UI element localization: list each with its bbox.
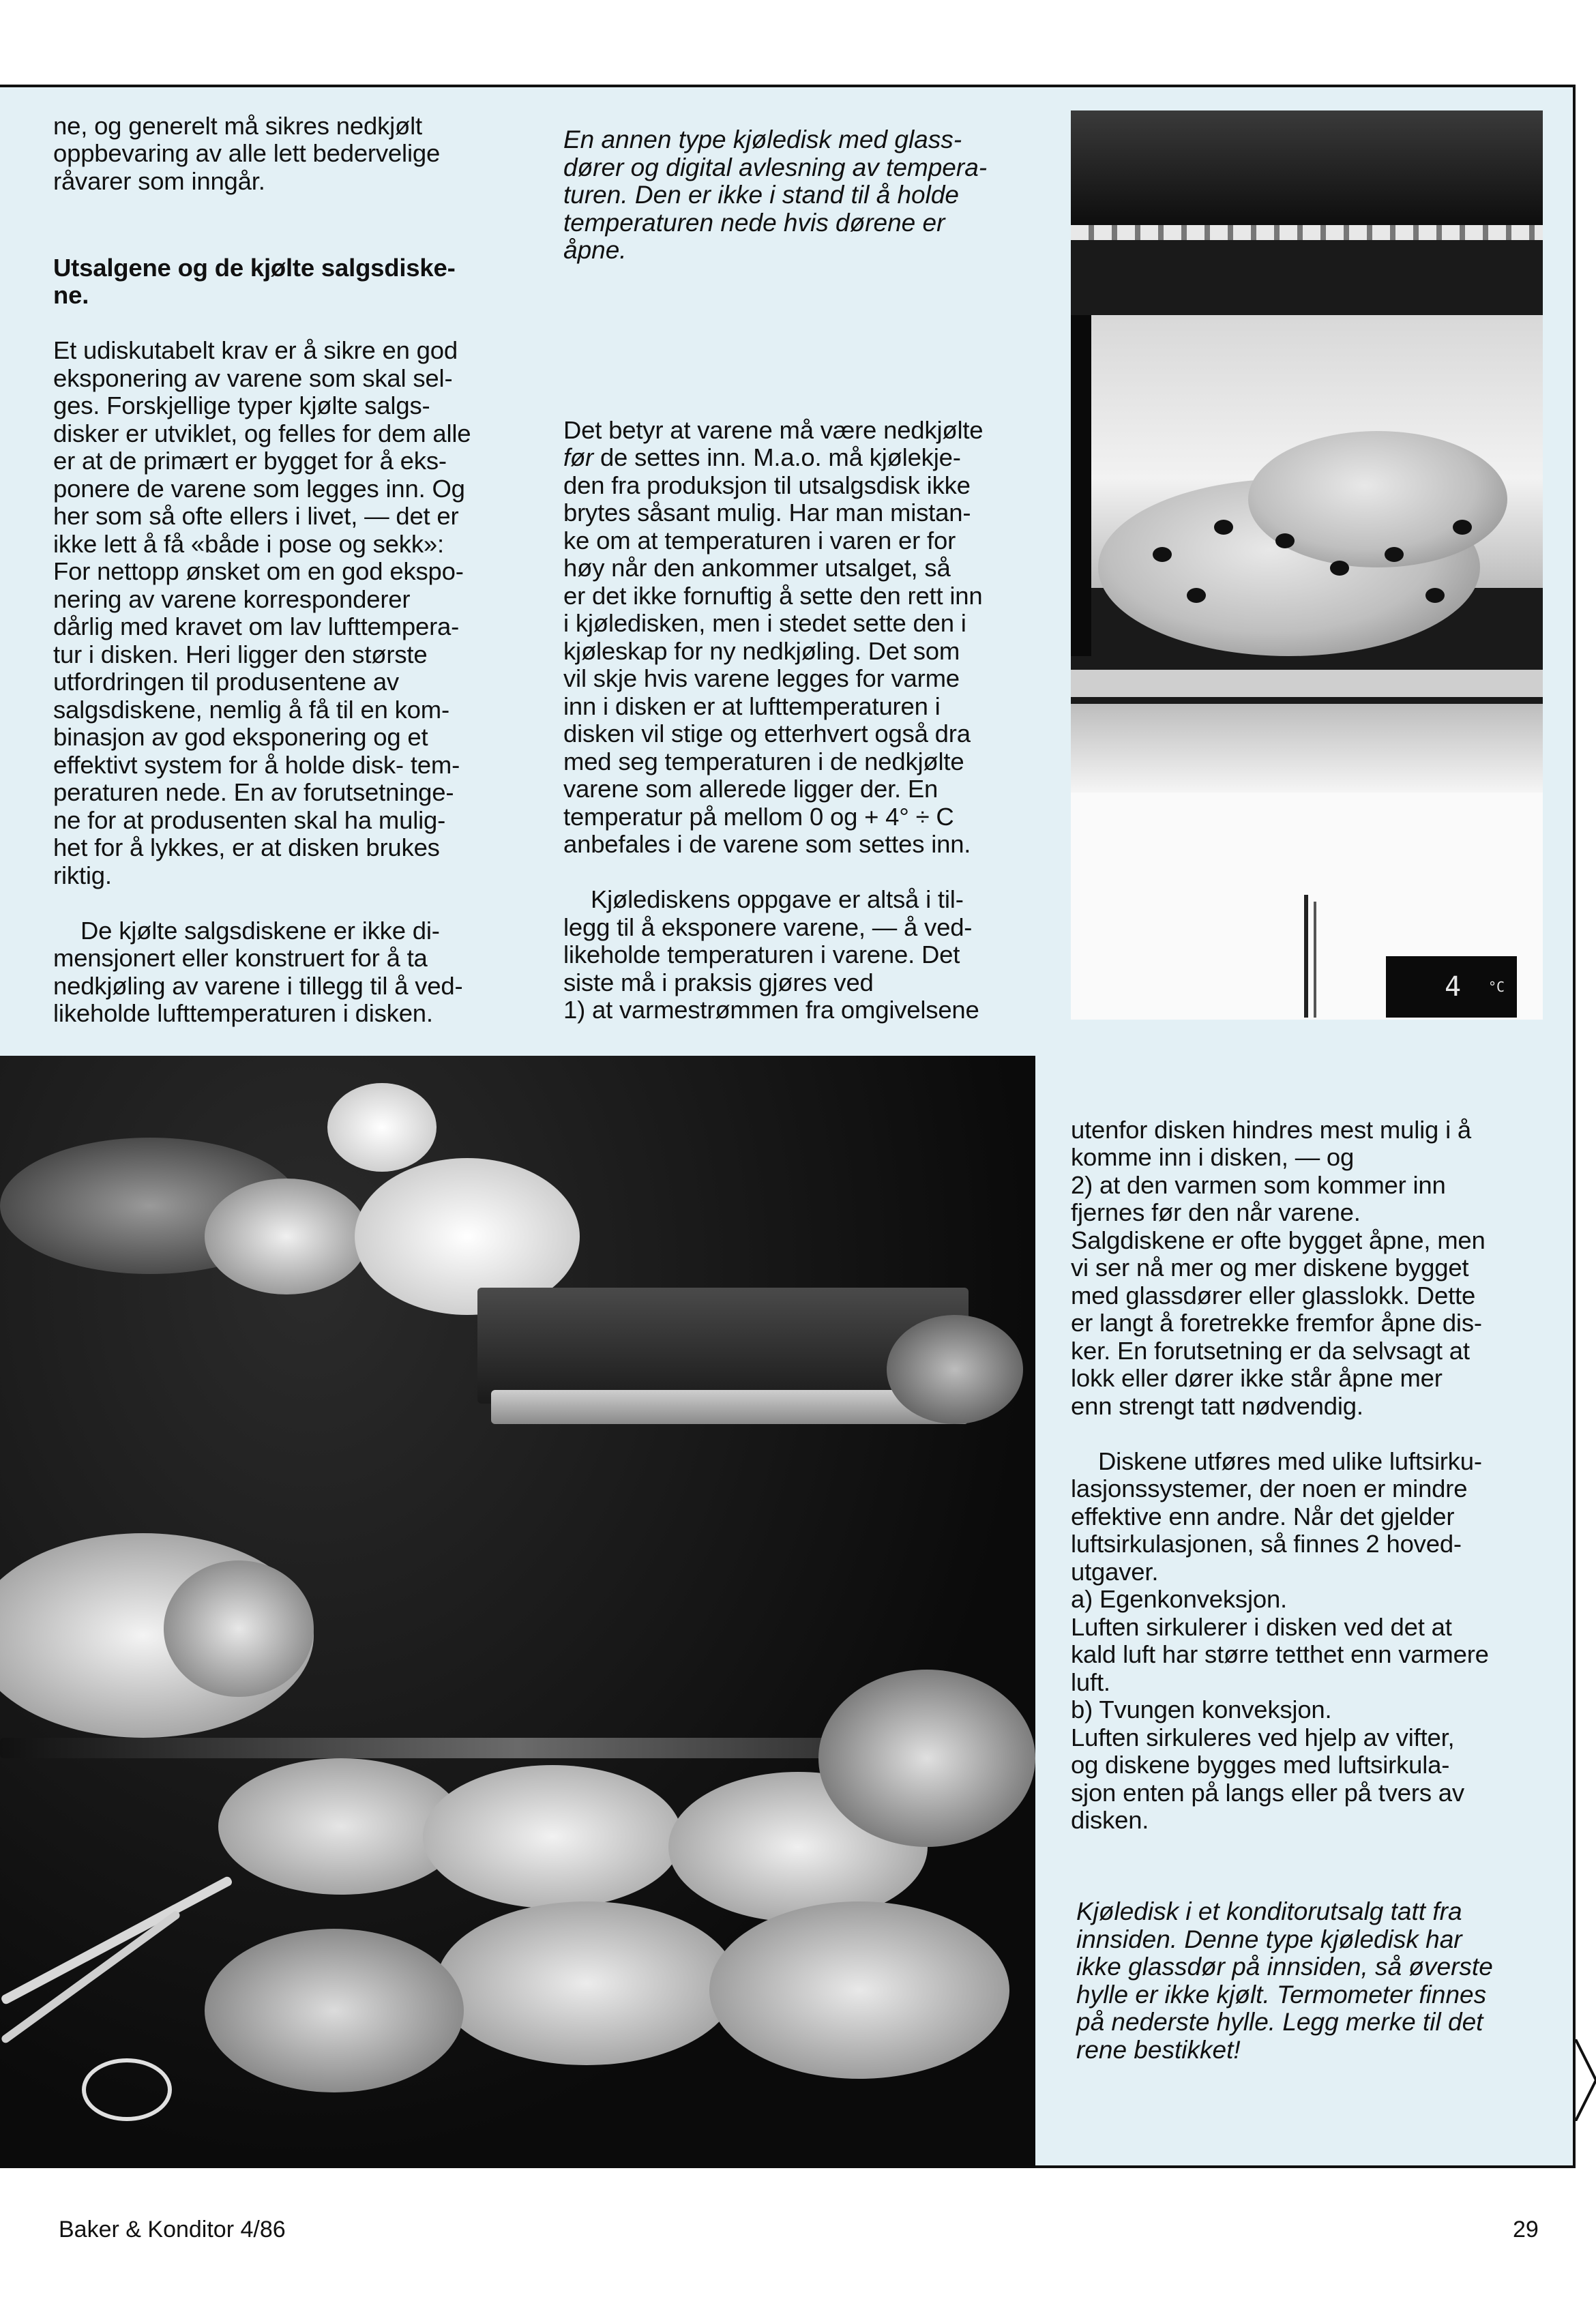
column-right xyxy=(1071,1089,1548,1862)
thermometer-unit: °C xyxy=(1488,979,1505,995)
thermometer-value: 4 xyxy=(1445,971,1462,1003)
column-middle xyxy=(563,389,1041,1052)
caption-top: En annen type kjøledisk med glass- dører og digital avlesning av tempera- turen. Den er ikke i stand til å holde temperaturen nede hvis dørene er åpne. xyxy=(563,125,988,264)
column-right-paragraph-2: Diskene utføres med ulike luftsirku- lasjonssystemer, der noen er mindre effektive enn andre. Når det gjelder luftsirkulasjonen, så finnes 2 hoved- utgaver. a) Egenkonveksjon. Luften sirkulerer i disken ved det at kald luft har større tetthet enn varmere luft. b) Tvungen konveksjon. Luften sirkuleres ved hjelp av vifter, og diskene bygges med luftsirkula- sjon enten på langs eller på tvers av disken. xyxy=(1071,1447,1489,1834)
column-middle-paragraph-2: Kjølediskens oppgave er altså i til- legg til å eksponere varene, — å ved- likeholde temperaturen i varene. Det siste må i praksis gjøres ved 1) at varmestrømmen fra omgivelsene xyxy=(563,885,979,1024)
column-middle-paragraph-1 xyxy=(563,417,1041,859)
para1-rest: de settes inn. M.a.o. må kjølekje- den fra produksjon til utsalgsdisk ikke brytes såsant mulig. Har man mistan- ke om at temperaturen i varen er for høy når den ankommer utsalget, så er det ikke fornuftig å sette den rett inn i kjøledisken, men i stedet sette den i kjøleskap for ny nedkjøling. Det som vil skje hvis varene legges for varme inn i disken er at lufttemperaturen i disken vil stige og etterhvert også dra med seg temperaturen i de nedkjølte varene som allerede ligger der. En temperatur på mellom 0 og + 4° ÷ C anbefales i de varene som settes inn. xyxy=(563,443,983,858)
column-left-paragraph-2: De kjølte salgsdiskene er ikke di- mensjonert eller konstruert for å ta nedkjøling av varene i tillegg til å ved- likeholde lufttemperaturen i disken. xyxy=(53,916,463,1027)
column-left-paragraph-1: Et udiskutabelt krav er å sikre en god eksponering av varene som skal sel- ges. Forskjellige typer kjølte salgs- disker er utviklet, og felles for dem alle er at de primært er bygget for å eks- ponere de varene som legges inn. Og her som så ofte ellers i livet, — det er ikke lett å få «både i pose og sekk»: For nettopp ønsket om en god ekspo- nering av varene korresponderer dårlig med kravet om lav lufttempera- tur i disken. Heri ligger den største utfordringen til produsentene av salgsdiskene, nemlig å få til en kom- binasjon av god eksponering og et effektivt system for å holde disk- tem- peraturen nede. En av forutsetninge- ne for at produsenten skal ha mulig- het for å lykkes, er at disken brukes riktig. xyxy=(53,336,471,889)
pastry-counter-photo xyxy=(0,1056,1035,2168)
column-right-paragraph-1: utenfor disken hindres mest mulig i å komme inn i disken, — og 2) at den varmen som kommer inn fjernes før den når varene. Salgdiskene er ofte bygget åpne, men vi ser nå mer og mer diskene bygget med glassdører eller glasslokk. Dette er langt å foretrekke fremfor åpne dis- ker. En forutsetning er da selvsagt at lokk eller dører ikke står åpne mer enn strengt tatt nødvendig. xyxy=(1071,1115,1486,1420)
para1-italic-word: før xyxy=(563,443,593,471)
caption-bottom: Kjøledisk i et konditorutsalg tatt fra innsiden. Denne type kjøledisk har ikke glassdør på innsiden, så øverste hylle er ikke kjølt. Termometer finnes på nederste hylle. Legg merke til det rene bestikket! xyxy=(1076,1897,1493,2064)
column-left xyxy=(53,85,524,1055)
footer-publication: Baker & Konditor 4/86 xyxy=(59,2217,286,2242)
page-number: 29 xyxy=(1513,2217,1539,2242)
display-case-photo xyxy=(1071,110,1543,1020)
page-edge-notch xyxy=(1576,2039,1596,2121)
section-heading: Utsalgene og de kjølte salgsdiske- ne. xyxy=(53,253,456,309)
column-left-intro: ne, og generelt må sikres nedkjølt oppbevaring av alle lett bedervelige råvarer som inngår. xyxy=(53,111,441,195)
thermometer-display xyxy=(1386,956,1517,1018)
para1-start: Det betyr at varene må være nedkjølte xyxy=(563,415,984,444)
